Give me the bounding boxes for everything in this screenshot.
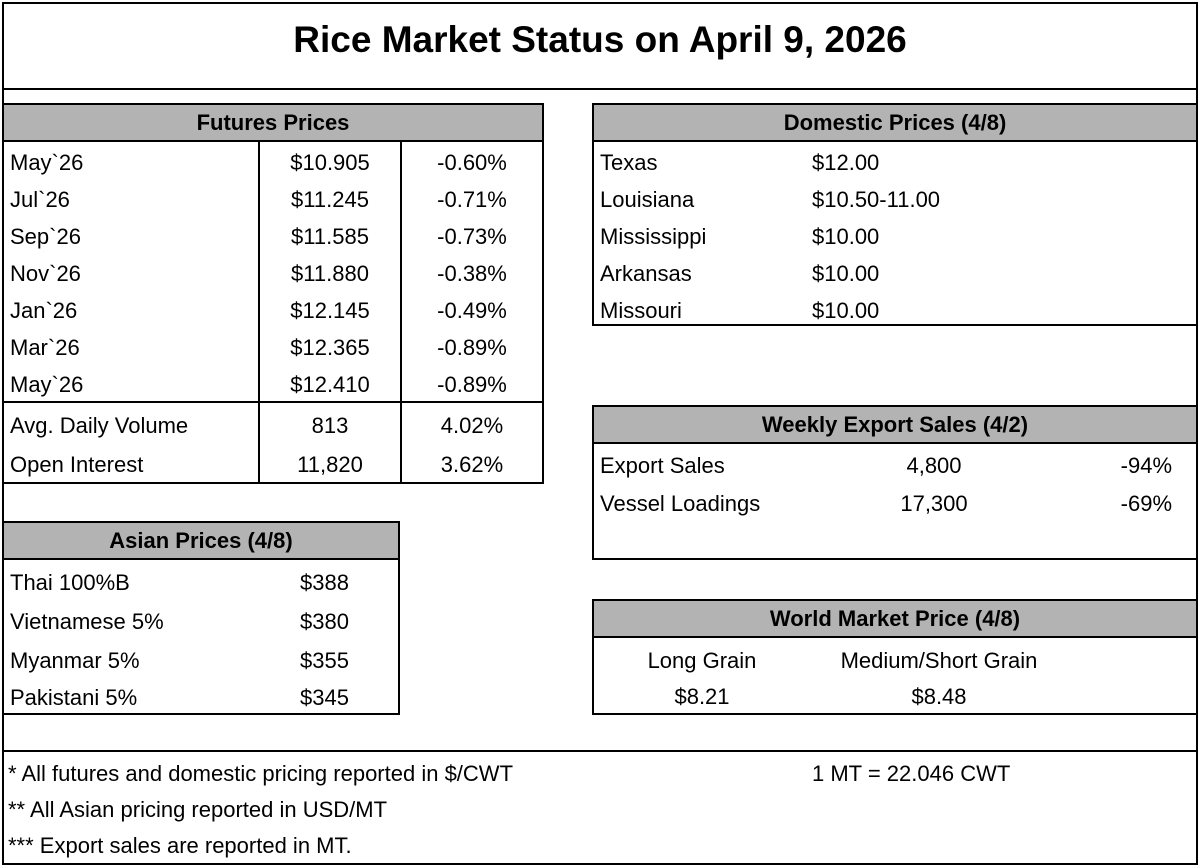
futures-month: May`26 (10, 150, 84, 175)
futures-price: $11.880 (291, 261, 369, 286)
futures-change: -0.38% (437, 261, 507, 286)
futures-prices-header: Futures Prices (4, 105, 542, 142)
volume-label: Avg. Daily Volume (10, 413, 189, 438)
asian-price: $380 (300, 609, 349, 634)
futures-month: Nov`26 (10, 261, 81, 286)
note-export: *** Export sales are reported in MT. (8, 833, 352, 858)
medium-short-grain-value: $8.48 (911, 684, 967, 709)
futures-price: $12.145 (290, 298, 370, 323)
domestic-prices-header: Domestic Prices (4/8) (594, 105, 1196, 142)
asian-label: Thai 100%B (10, 570, 130, 595)
note-conversion: 1 MT = 22.046 CWT (812, 761, 1011, 786)
futures-price: $12.410 (290, 372, 370, 397)
asian-price: $388 (300, 570, 349, 595)
domestic-price: $12.00 (812, 150, 880, 175)
export-sales-header: Weekly Export Sales (4/2) (594, 407, 1196, 444)
notes-divider (2, 750, 1198, 752)
asian-label: Pakistani 5% (10, 685, 138, 710)
export-label: Export Sales (600, 453, 725, 478)
long-grain-label: Long Grain (647, 648, 757, 673)
futures-month: Jul`26 (10, 187, 70, 212)
open-interest-value: 11,820 (297, 452, 363, 477)
futures-change: -0.49% (437, 298, 507, 323)
futures-price: $10.905 (290, 150, 370, 175)
futures-price: $11.245 (291, 187, 369, 212)
export-value: 4,800 (906, 453, 962, 478)
futures-price: $12.365 (290, 335, 370, 360)
export-value: 17,300 (900, 491, 968, 516)
futures-month: Sep`26 (10, 224, 81, 249)
domestic-price: $10.00 (812, 298, 880, 323)
futures-change: -0.89% (437, 372, 507, 397)
domestic-price: $10.00 (812, 224, 880, 249)
futures-change: -0.89% (437, 335, 507, 360)
asian-price: $355 (300, 648, 349, 673)
page-title: Rice Market Status on April 9, 2026 (293, 19, 907, 60)
asian-price: $345 (300, 685, 349, 710)
domestic-state: Missouri (600, 298, 682, 323)
open-interest-label: Open Interest (10, 452, 144, 477)
asian-label: Myanmar 5% (10, 648, 140, 673)
long-grain-value: $8.21 (674, 684, 730, 709)
volume-value: 813 (311, 413, 349, 438)
futures-change: -0.60% (437, 150, 507, 175)
futures-change: -0.73% (437, 224, 507, 249)
volume-change: 4.02% (440, 413, 504, 438)
domestic-price: $10.50-11.00 (812, 187, 941, 212)
futures-month: Jan`26 (10, 298, 78, 323)
domestic-state: Arkansas (600, 261, 692, 286)
world-market-header: World Market Price (4/8) (594, 601, 1196, 638)
export-sales-table (592, 405, 1198, 560)
open-interest-change: 3.62% (440, 452, 504, 477)
domestic-prices-table (592, 103, 1198, 326)
futures-month: May`26 (10, 372, 84, 397)
domestic-state: Louisiana (600, 187, 695, 212)
futures-price: $11.585 (291, 224, 369, 249)
asian-prices-header: Asian Prices (4/8) (4, 523, 398, 560)
domestic-state: Mississippi (600, 224, 707, 249)
medium-short-grain-label: Medium/Short Grain (840, 648, 1038, 673)
export-label: Vessel Loadings (600, 491, 761, 516)
note-asian: ** All Asian pricing reported in USD/MT (8, 797, 388, 822)
export-change: -94% (1120, 453, 1172, 478)
world-market-table (592, 599, 1198, 715)
domestic-price: $10.00 (812, 261, 880, 286)
domestic-state: Texas (600, 150, 658, 175)
asian-label: Vietnamese 5% (10, 609, 164, 634)
futures-change: -0.71% (437, 187, 507, 212)
title-divider (2, 88, 1198, 90)
note-futures-domestic: * All futures and domestic pricing reported in $/CWT (8, 761, 514, 786)
futures-prices-table (2, 103, 544, 484)
asian-prices-table (2, 521, 400, 715)
futures-month: Mar`26 (10, 335, 80, 360)
export-change: -69% (1120, 491, 1172, 516)
